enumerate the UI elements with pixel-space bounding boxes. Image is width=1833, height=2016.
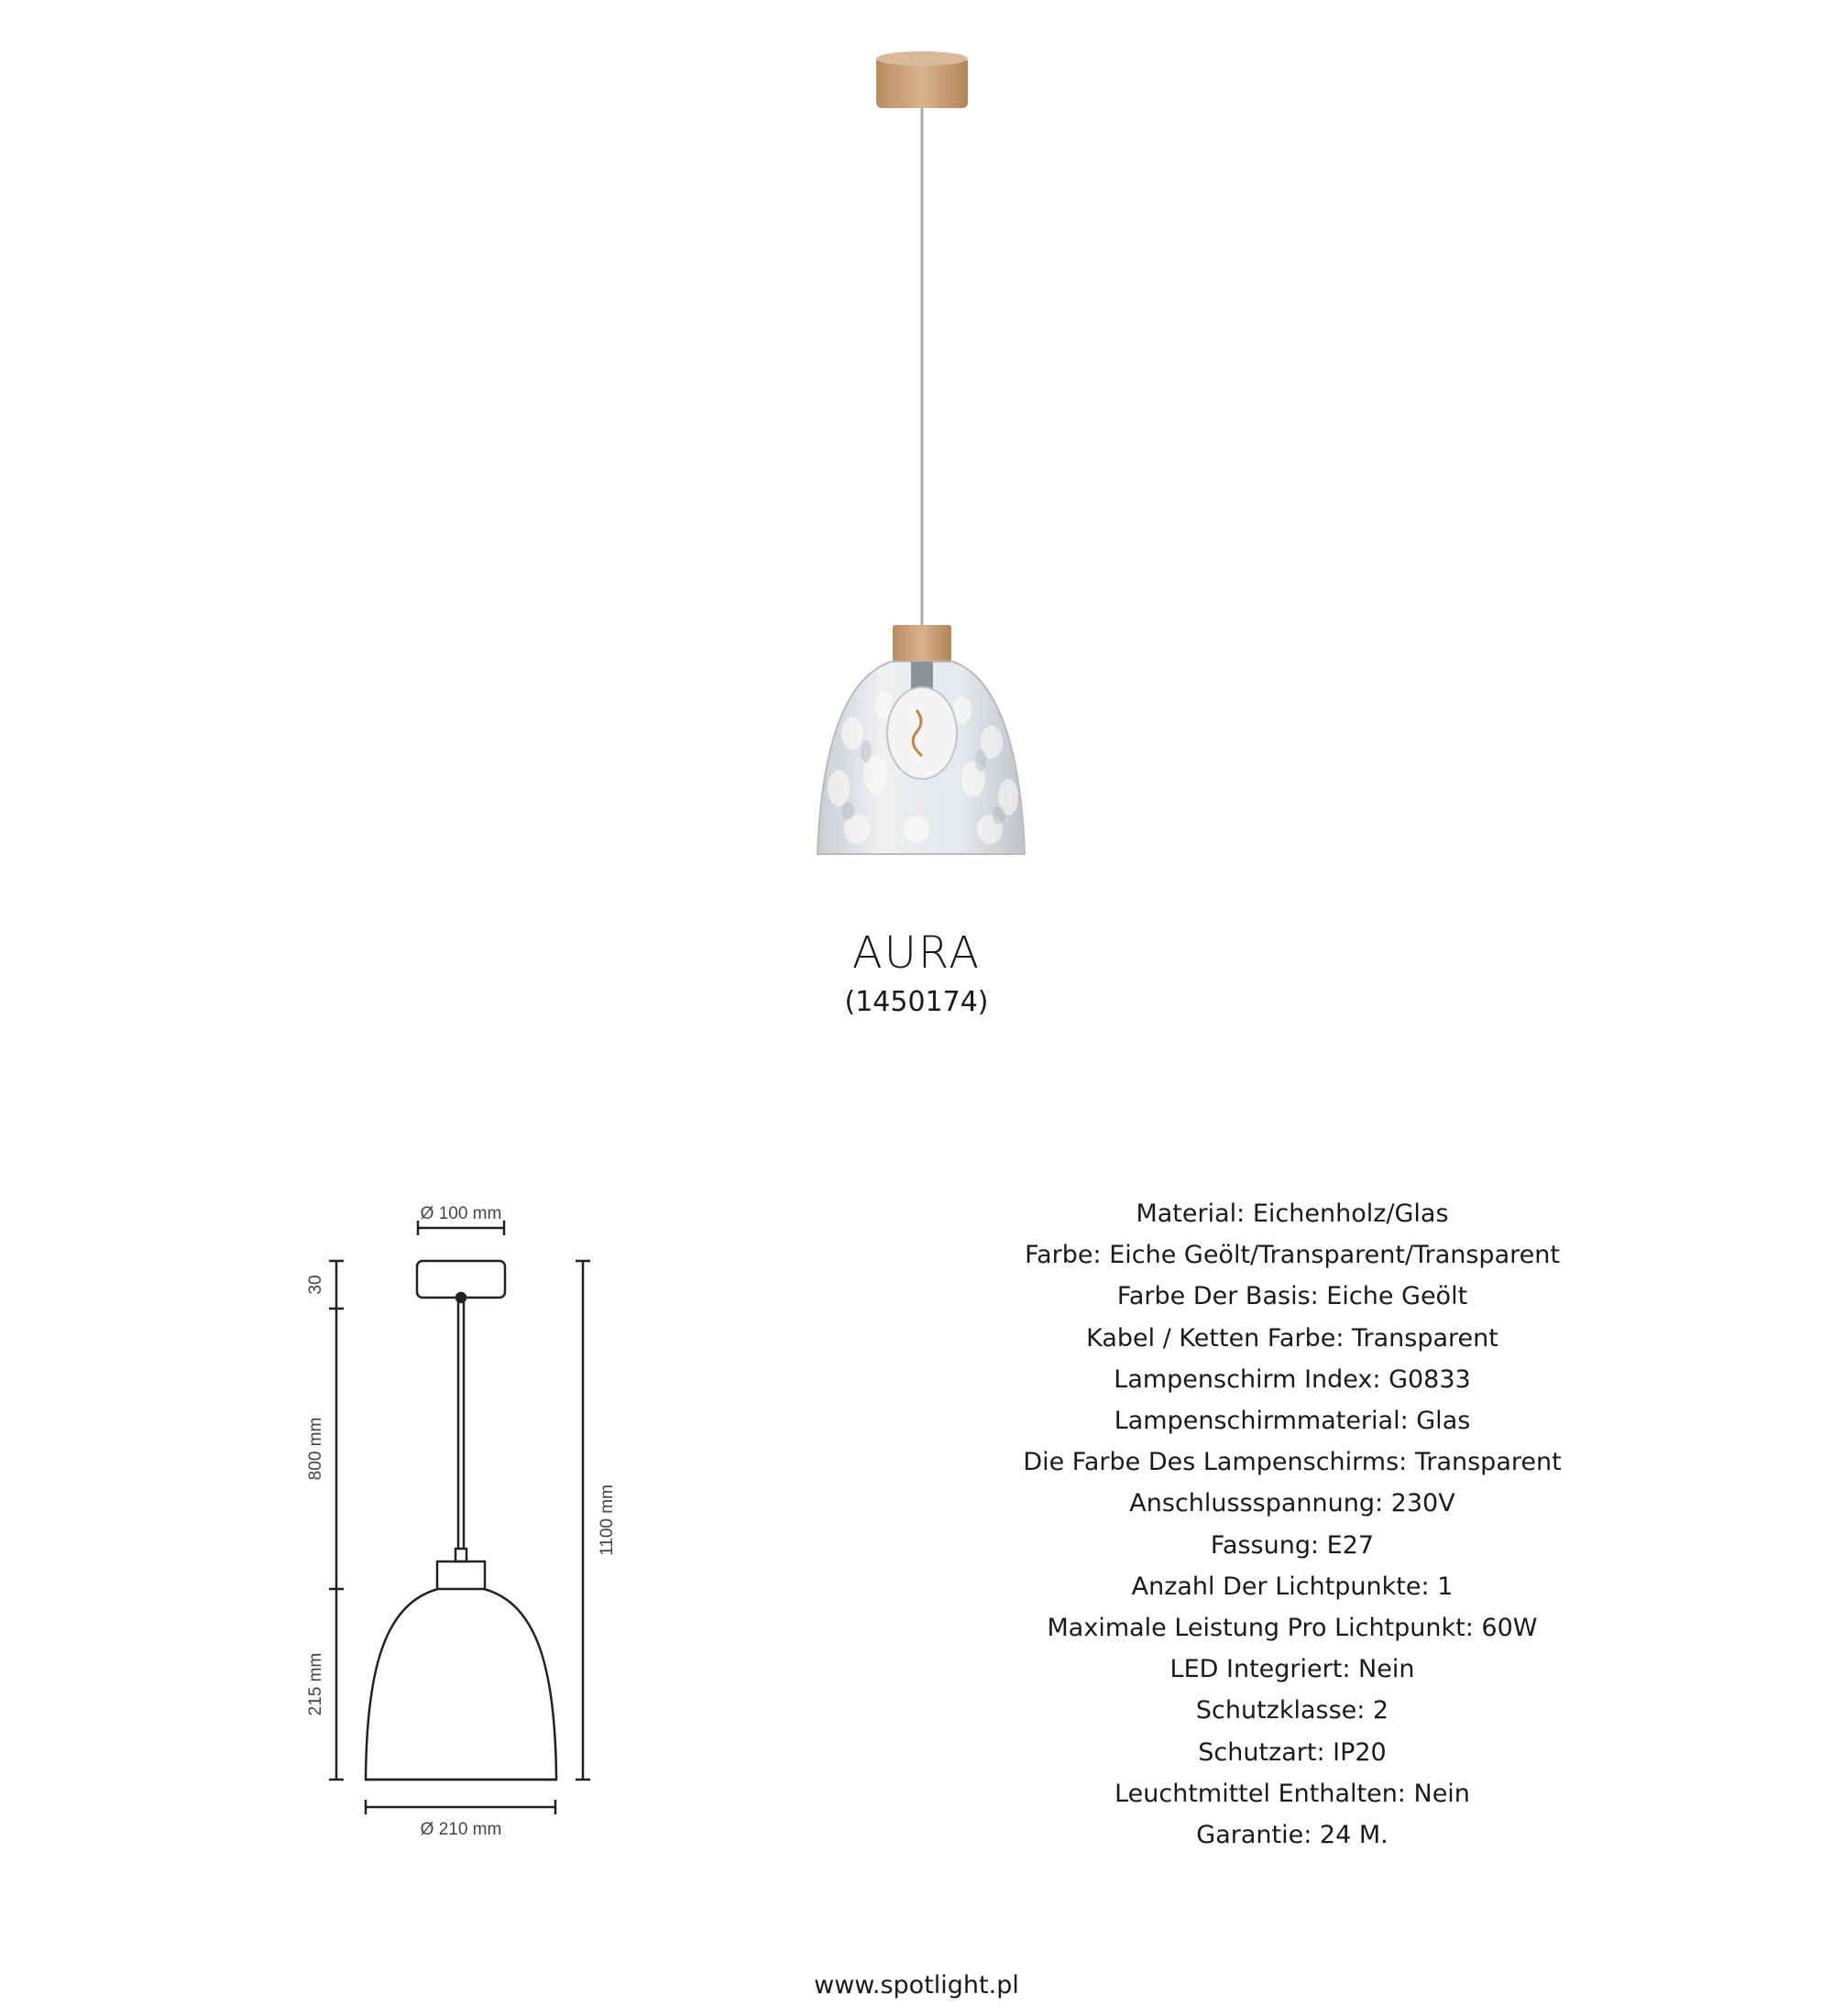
ceiling-canopy xyxy=(876,51,968,108)
total-height-label: 1100 mm xyxy=(598,1485,617,1556)
canopy-height-label: 30 xyxy=(306,1275,325,1295)
spec-item: Fassung: E27 xyxy=(1210,1530,1375,1560)
spec-item: Die Farbe Des Lampenschirms: Transparent xyxy=(1023,1448,1562,1477)
spec-item: Material: Eichenholz/Glas xyxy=(1136,1200,1449,1228)
wooden-shade-holder xyxy=(893,625,951,662)
product-code: (1450174) xyxy=(844,986,989,1018)
spec-item: LED Integriert: Nein xyxy=(1169,1655,1415,1684)
spec-item: Schutzklasse: 2 xyxy=(1195,1696,1389,1726)
spec-item: Leuchtmittel Enthalten: Nein xyxy=(1114,1779,1470,1808)
shade-height-label: 215 mm xyxy=(306,1652,325,1716)
spec-item: Maximale Leistung Pro Lichtpunkt: 60W xyxy=(1047,1614,1538,1643)
product-name: AURA xyxy=(851,927,982,979)
bottom-diameter-label: Ø 210 mm xyxy=(420,1820,502,1839)
spec-item: Farbe: Eiche Geölt/Transparent/Transparent xyxy=(1025,1241,1560,1270)
spec-item: Lampenschirmmaterial: Glas xyxy=(1114,1407,1471,1436)
product-photo xyxy=(0,0,1833,916)
spec-item: Anschlussspannung: 230V xyxy=(1129,1489,1455,1518)
spec-item: Garantie: 24 M. xyxy=(1196,1821,1388,1850)
top-diameter-label: Ø 100 mm xyxy=(420,1204,502,1223)
website-link[interactable]: www.spotlight.pl xyxy=(814,1971,1019,2000)
spec-item: Kabel / Ketten Farbe: Transparent xyxy=(1086,1323,1498,1353)
spec-item: Anzahl Der Lichtpunkte: 1 xyxy=(1131,1572,1454,1601)
specification-list xyxy=(971,1193,1613,1856)
drawing-holder xyxy=(437,1561,485,1589)
dimension-drawing xyxy=(275,1182,678,1860)
spec-item: Schutzart: IP20 xyxy=(1198,1737,1387,1767)
title-block xyxy=(0,926,1833,1021)
drawing-shade xyxy=(366,1589,556,1780)
spec-item: Lampenschirm Index: G0833 xyxy=(1114,1364,1471,1394)
cable-length-label: 800 mm xyxy=(306,1417,325,1481)
spec-item: Farbe Der Basis: Eiche Geölt xyxy=(1116,1282,1468,1311)
